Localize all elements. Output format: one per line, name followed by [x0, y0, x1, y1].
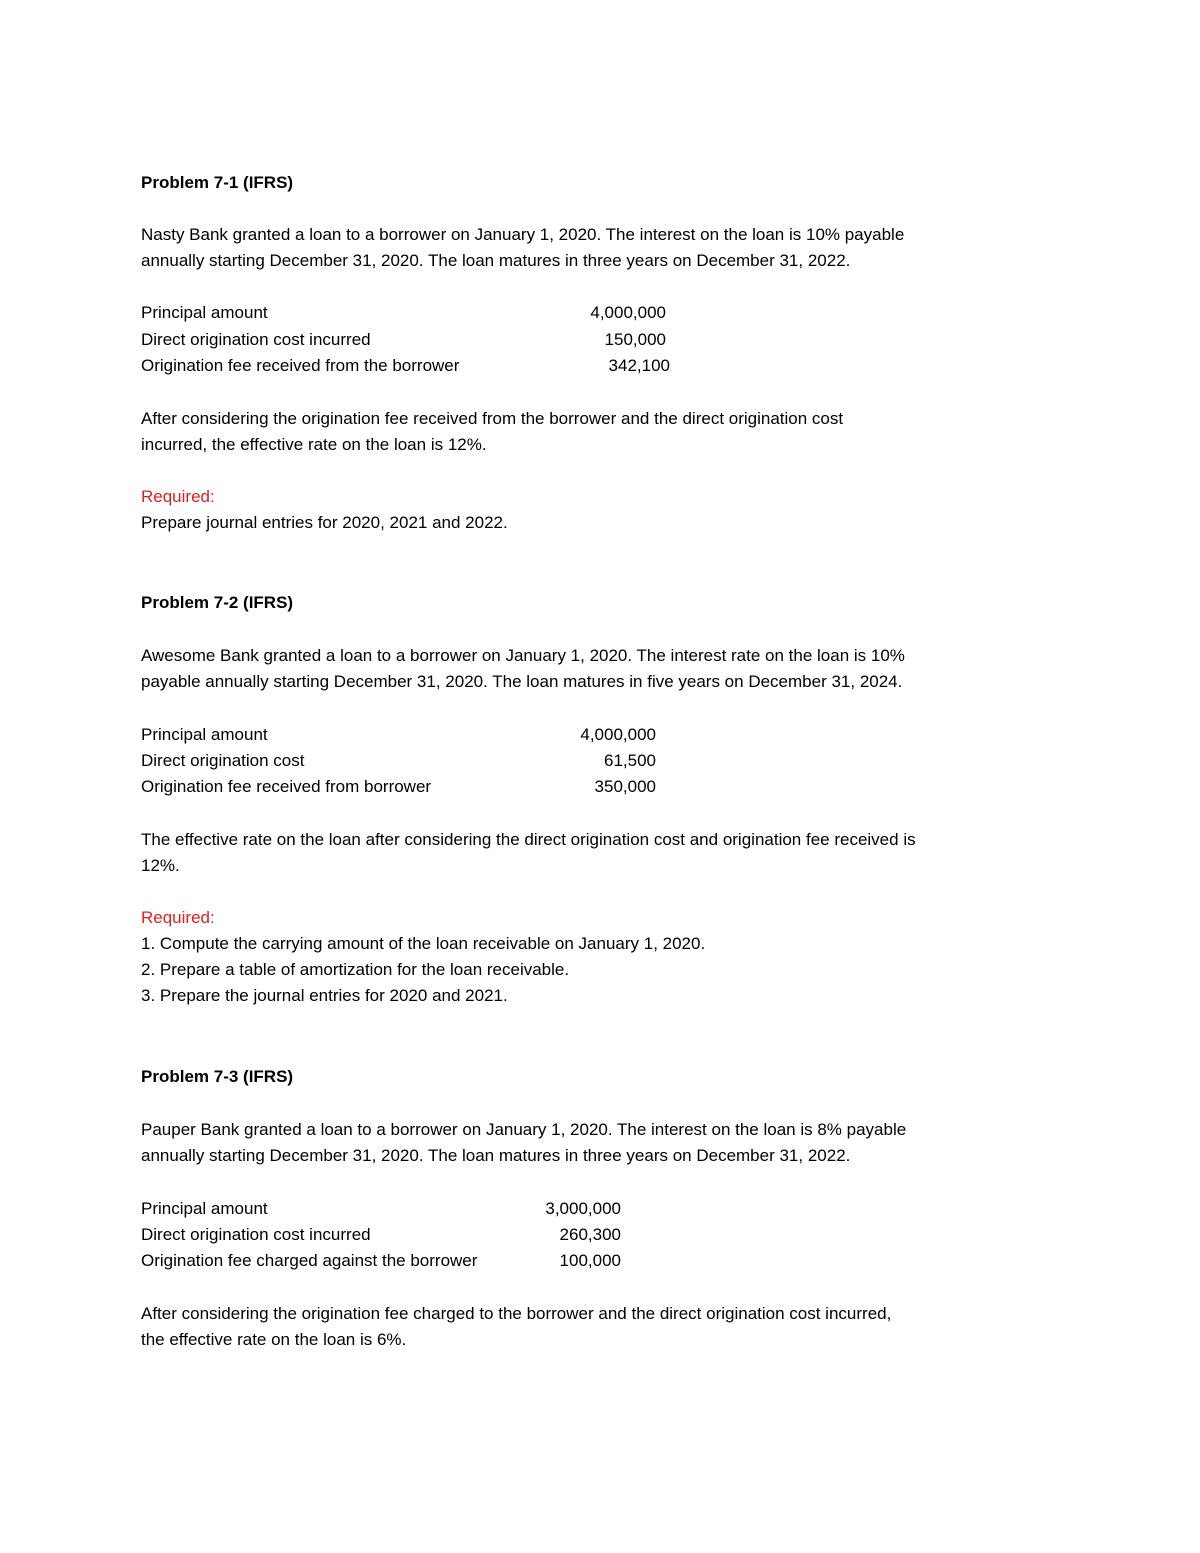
problem-title: Problem 7-1 (IFRS) — [141, 173, 294, 192]
problem-intro-line: Pauper Bank granted a loan to a borrower on January 1, 2020. The interest on the loan is 8% payable — [141, 1120, 907, 1139]
problem-intro-line: Nasty Bank granted a loan to a borrower on January 1, 2020. The interest on the loan is 10% payable — [141, 225, 905, 244]
data-row-label: Principal amount — [141, 725, 268, 744]
data-row-value: 4,000,000 — [590, 303, 666, 322]
problem-note-line: incurred, the effective rate on the loan is 12%. — [141, 435, 487, 454]
problem-note-line: the effective rate on the loan is 6%. — [141, 1330, 407, 1349]
data-row-label: Direct origination cost incurred — [141, 330, 371, 349]
data-row-label: Principal amount — [141, 303, 268, 322]
required-item: 3. Prepare the journal entries for 2020 and 2021. — [141, 986, 508, 1005]
data-row-label: Origination fee received from the borrower — [141, 356, 460, 375]
data-row-label: Direct origination cost incurred — [141, 1225, 371, 1244]
required-label: Required: — [141, 487, 215, 506]
problem-title: Problem 7-3 (IFRS) — [141, 1067, 294, 1086]
problem-intro-line: annually starting December 31, 2020. The loan matures in three years on December 31, 2022. — [141, 251, 851, 270]
problem-note-line: After considering the origination fee received from the borrower and the direct origination cost — [141, 409, 844, 428]
data-row-value: 3,000,000 — [545, 1199, 621, 1218]
data-row-value: 100,000 — [559, 1251, 621, 1270]
data-row-label: Principal amount — [141, 1199, 268, 1218]
data-row-label: Direct origination cost — [141, 751, 305, 770]
required-label: Required: — [141, 908, 215, 927]
problem-title: Problem 7-2 (IFRS) — [141, 593, 294, 612]
data-row-value: 61,500 — [604, 751, 656, 770]
problem-note-line: The effective rate on the loan after considering the direct origination cost and origination fee received is — [141, 830, 916, 849]
data-row-value: 4,000,000 — [580, 725, 656, 744]
problem-intro-line: annually starting December 31, 2020. The loan matures in three years on December 31, 2022. — [141, 1146, 851, 1165]
data-row-value: 260,300 — [559, 1225, 621, 1244]
data-row-value: 342,100 — [608, 356, 670, 375]
problem-intro-line: payable annually starting December 31, 2020. The loan matures in five years on December 31, 2024. — [141, 672, 903, 691]
required-item: 1. Compute the carrying amount of the loan receivable on January 1, 2020. — [141, 934, 706, 953]
data-row-label: Origination fee received from borrower — [141, 777, 432, 796]
problem-note-line: After considering the origination fee charged to the borrower and the direct origination cost incurred, — [141, 1304, 892, 1323]
problem-intro-line: Awesome Bank granted a loan to a borrower on January 1, 2020. The interest rate on the loan is 10% — [141, 646, 905, 665]
problem-note-line: 12%. — [141, 856, 180, 875]
data-row-value: 350,000 — [594, 777, 656, 796]
required-item: Prepare journal entries for 2020, 2021 and 2022. — [141, 513, 508, 532]
data-row-value: 150,000 — [604, 330, 666, 349]
data-row-label: Origination fee charged against the borrower — [141, 1251, 478, 1270]
required-item: 2. Prepare a table of amortization for the loan receivable. — [141, 960, 570, 979]
